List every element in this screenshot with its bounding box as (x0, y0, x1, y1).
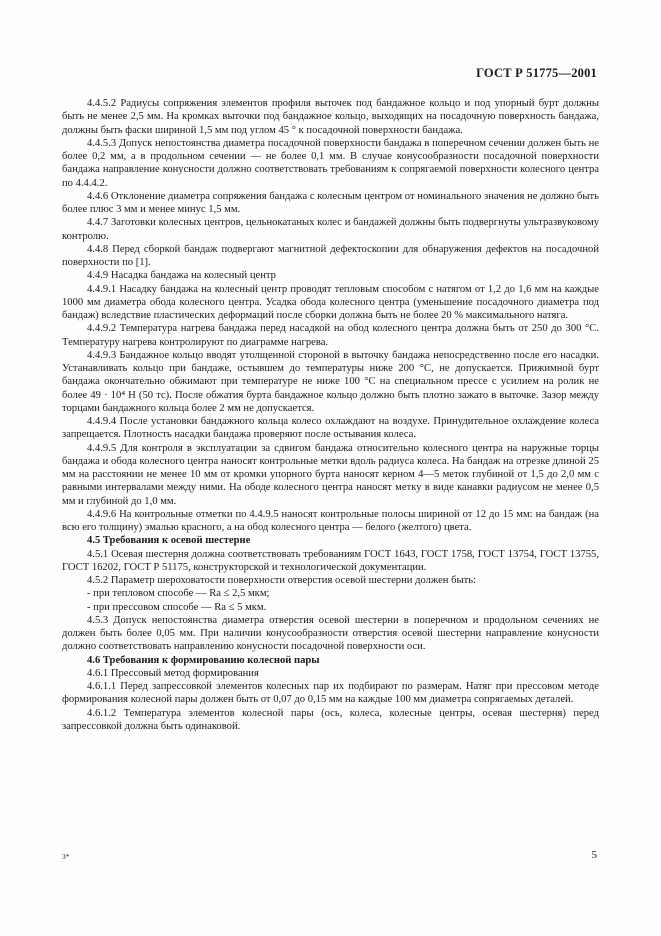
paragraph: 4.5.2 Параметр шероховатости поверхности отверстия осевой шестерни должен быть: (87, 575, 477, 586)
paragraph: 4.4.9 Насадка бандажа на колесный центр (87, 270, 276, 282)
paragraph: 4.4.9.1 Насадку бандажа на колесный центр проводят тепловым способом с натягом от 1,2 до 1,6 мм на каждые 1000 мм диаметра обода колесного центра. Усадка обода колесного центра (уменьшение посадочного диаметра под бандаж) вследствие пластических деформаций после сборки должна быть не более 20 % максимального натяга. (62, 283, 599, 321)
paragraph: 4.4.6 Отклонение диаметра сопряжения бандажа с колесным центром от номинального значения не должно быть более плюс 3 мм и менее минус 1,5 мм. (62, 190, 599, 215)
paragraph: 4.6.1.2 Температура элементов колесной пары (ось, колеса, колесные центры, осевая шестерня) перед запрессовкой должна быть одинаковой. (62, 707, 599, 732)
paragraph: 4.5.3 Допуск непостоянства диаметра отверстия осевой шестерни в поперечном и продольном сечениях не должен быть более 0,05 мм. При наличии конусообразности отверстия осевой шестерни направление конусности должно соответствовать направлению конусности посадочной поверхности оси. (62, 614, 599, 653)
paragraph: 4.4.9.4 После установки бандажного кольца колесо охлаждают на воздухе. Принудительное охлаждение колеса запрещается. Плотность насадки бандажа проверяют после остывания колеса. (62, 416, 599, 441)
paragraph: 4.4.5.2 Радиусы сопряжения элементов профиля выточек под бандажное кольцо и под упорный бурт должны быть не менее 2,5 мм. На кромках выточки под бандажное кольцо, выходящих на посадочную поверхность бандажа, должны быть фаски шириной 1,5 мм под углом 45 ° к посадочной поверхности бандажа. (62, 98, 599, 136)
paragraph: 4.4.9.3 Бандажное кольцо вводят утолщенной стороной в выточку бандажа непосредственно после его насадки. Устанавливать кольцо при бандаже, остывшем до температуры ниже 200 °С, не допускается. Прижимной бурт бандажа окончательно обжимают при температуре не ниже 100 °С на специальном прессе с усилием на ролик не более 49 · 10⁴ Н (50 тс). После обжатия бурта бандажное кольцо должно быть плотно зажато в выточке. Зазор между торцами бандажного кольца более 2 мм не допускается. (62, 349, 599, 414)
paragraph: 4.4.7 Заготовки колесных центров, цельнокатаных колес и бандажей должны быть подвергнуты ультразвуковому контролю. (62, 217, 599, 242)
paragraph: 4.6.1.1 Перед запрессовкой элементов колесных пар их подбирают по размерам. Натяг при прессовом методе формирования колесной пары должен быть от 0,07 до 0,15 мм на каждые 100 мм диаметра сопрягаемых деталей. (62, 681, 599, 706)
paragraph: 4.4.9.6 На контрольные отметки по 4.4.9.5 наносят контрольные полосы шириной от 12 до 15 мм: на бандаж (на всю его толщину) эмалью красного, а на обод колесного центра — белого (желтого) цвета. (62, 508, 599, 533)
paragraph: 4.4.8 Перед сборкой бандаж подвергают магнитной дефектоскопии для обнаружения дефектов на посадочной поверхности по [1]. (62, 243, 599, 268)
sheet-mark: 3* (62, 852, 70, 861)
section-heading: 4.5 Требования к осевой шестерне (87, 535, 251, 547)
paragraph: 4.5.1 Осевая шестерня должна соответствовать требованиям ГОСТ 1643, ГОСТ 1758, ГОСТ 13754, ГОСТ 13755, ГОСТ 16202, ГОСТ Р 51175, конструкторской и технологической документации. (62, 548, 599, 573)
section-heading: 4.6 Требования к формированию колесной пары (87, 654, 320, 666)
standard-code-header: ГОСТ Р 51775—2001 (476, 66, 597, 80)
paragraph: 4.4.5.3 Допуск непостоянства диаметра посадочной поверхности бандажа в поперечном сечении должен быть не более 0,2 мм, а в продольном сечении — не более 0,1 мм. В случае конусообразности посадочной поверхности бандажа направление конусности должно соответствовать требованиям к сопрягаемой поверхности колесного центра по 4.4.4.2. (62, 137, 599, 189)
paragraph: - при прессовом способе — Ra ≤ 5 мкм. (87, 601, 267, 613)
paragraph: - при тепловом способе — Ra ≤ 2,5 мкм; (87, 588, 270, 600)
paragraph: 4.6.1 Прессовый метод формирования (87, 667, 259, 679)
document-body (62, 97, 599, 733)
page-number: 5 (591, 849, 597, 861)
paragraph: 4.4.9.2 Температура нагрева бандажа перед насадкой на обод колесного центра должна быть от 250 до 300 °С. Температуру нагрева контролируют по диаграмме нагрева. (62, 323, 599, 348)
paragraph: 4.4.9.5 Для контроля в эксплуатации за сдвигом бандажа относительно колесного центра на наружные торцы бандажа и обода колесного центра наносят контрольные метки вдоль радиуса колеса. На бандаж на отрезке длиной 25 мм на расстоянии не менее 10 мм от кромки упорного бурта наносят керном 4—5 меток глубиной от 1,5 до 2,0 мм с равными интервалами между ними. На ободе колесного центра наносят метку в виде канавки радиусом не менее 0,5 мм и глубиной до 1,0 мм. (62, 442, 599, 507)
